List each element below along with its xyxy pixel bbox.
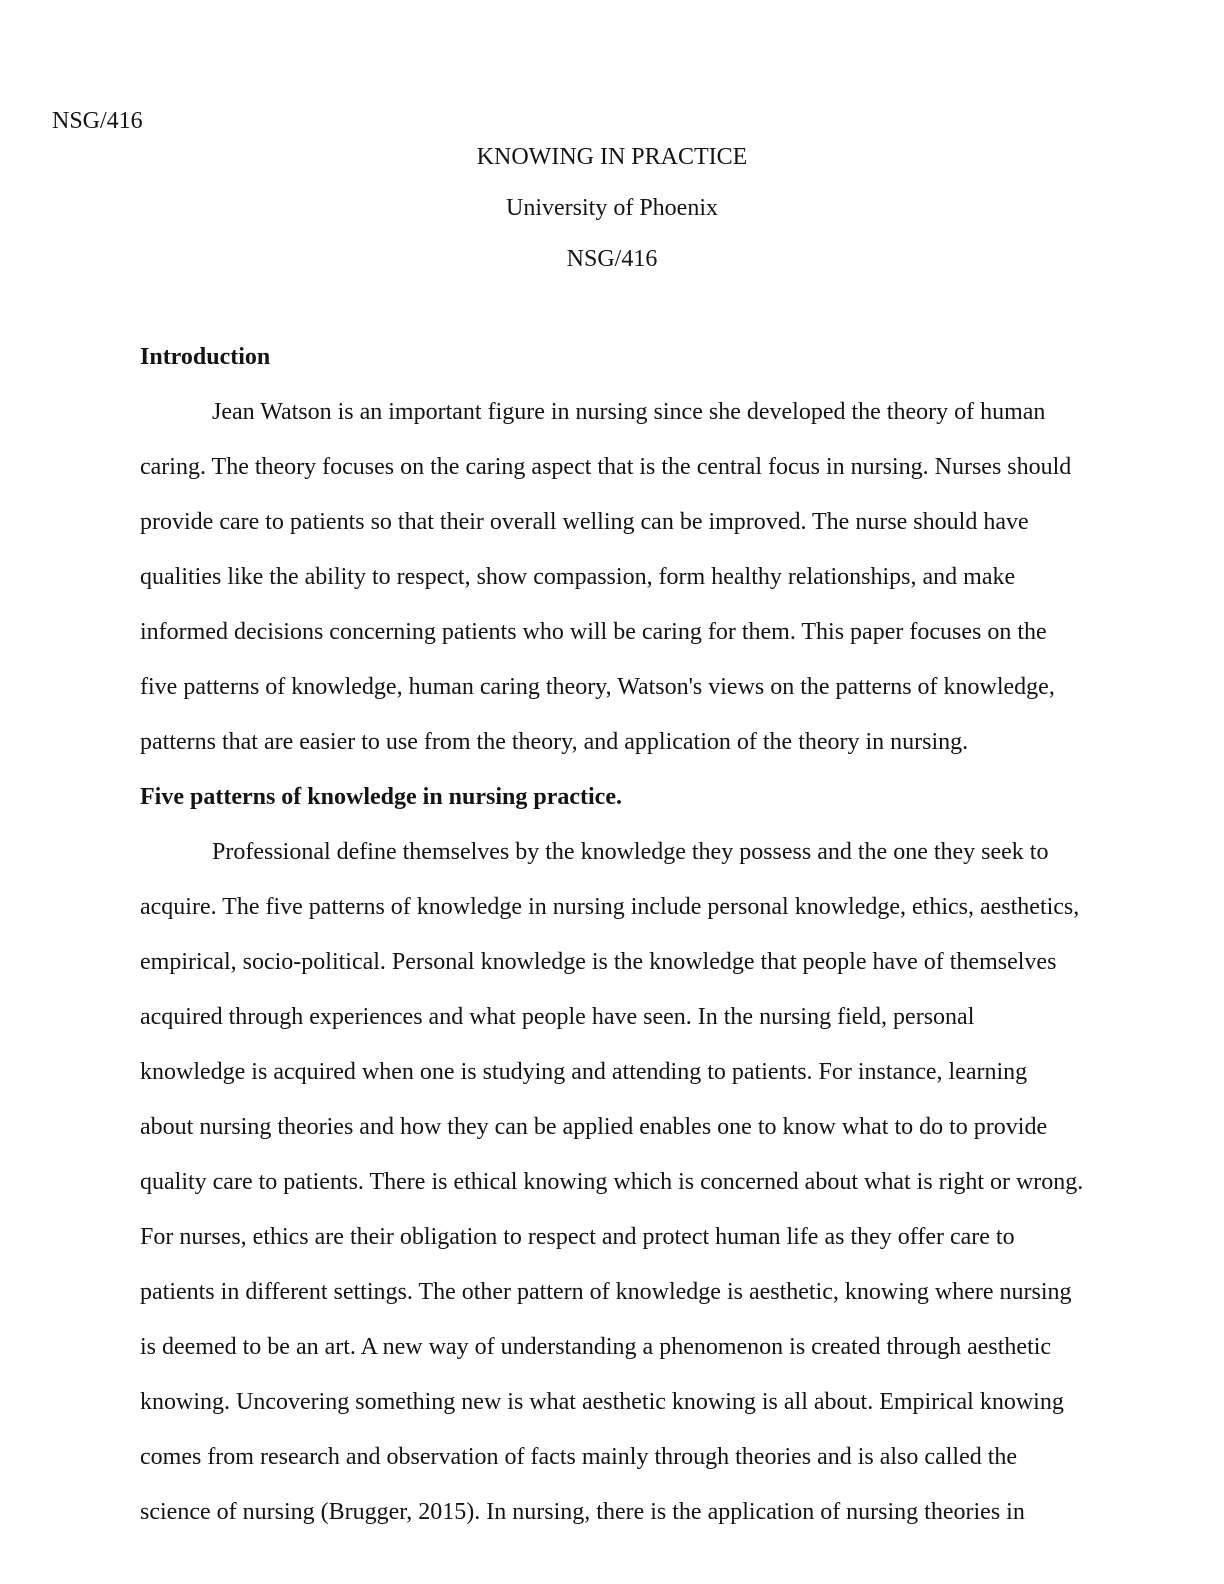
section-heading-introduction: Introduction <box>140 344 271 370</box>
course-line: NSG/416 <box>566 246 658 272</box>
title-block <box>0 132 1224 285</box>
document-body <box>140 330 1085 1540</box>
paper-title: KNOWING IN PRACTICE <box>476 144 748 170</box>
five-patterns-paragraph: Professional define themselves by the knowledge they possess and the one they seek to acquire. The five patterns of knowledge in nursing include personal knowledge, ethics, aesthetics, empirical, socio-political. Personal knowledge is the knowledge that people have of themselves acquired through experiences and what people have seen. In the nursing field, personal knowledge is acquired when one is studying and attending to patients. For instance, learning about nursing theories and how they can be applied enables one to know what to do to provide quality care to patients. There is ethical knowing which is concerned about what is right or wrong. For nurses, ethics are their obligation to respect and protect human life as they offer care to patients in different settings. The other pattern of knowledge is aesthetic, knowing where nursing is deemed to be an art. A new way of understanding a phenomenon is created through aesthetic knowing. Uncovering something new is what aesthetic knowing is all about. Empirical knowing comes from research and observation of facts mainly through theories and is also called the science of nursing (Brugger, 2015). In nursing, there is the application of nursing theories in <box>140 839 1084 1525</box>
introduction-paragraph: Jean Watson is an important figure in nursing since she developed the theory of human caring. The theory focuses on the caring aspect that is the central focus in nursing. Nurses should provide care to patients so that their overall welling can be improved. The nurse should have qualities like the ability to respect, show compassion, form healthy relationships, and make informed decisions concerning patients who will be caring for them. This paper focuses on the five patterns of knowledge, human caring theory, Watson's views on the patterns of knowledge, patterns that are easier to use from the theory, and application of the theory in nursing. <box>140 399 1072 755</box>
institution-line: University of Phoenix <box>506 195 718 221</box>
section-heading-five-patterns: Five patterns of knowledge in nursing practice. <box>140 784 622 810</box>
running-header: NSG/416 <box>52 108 143 134</box>
